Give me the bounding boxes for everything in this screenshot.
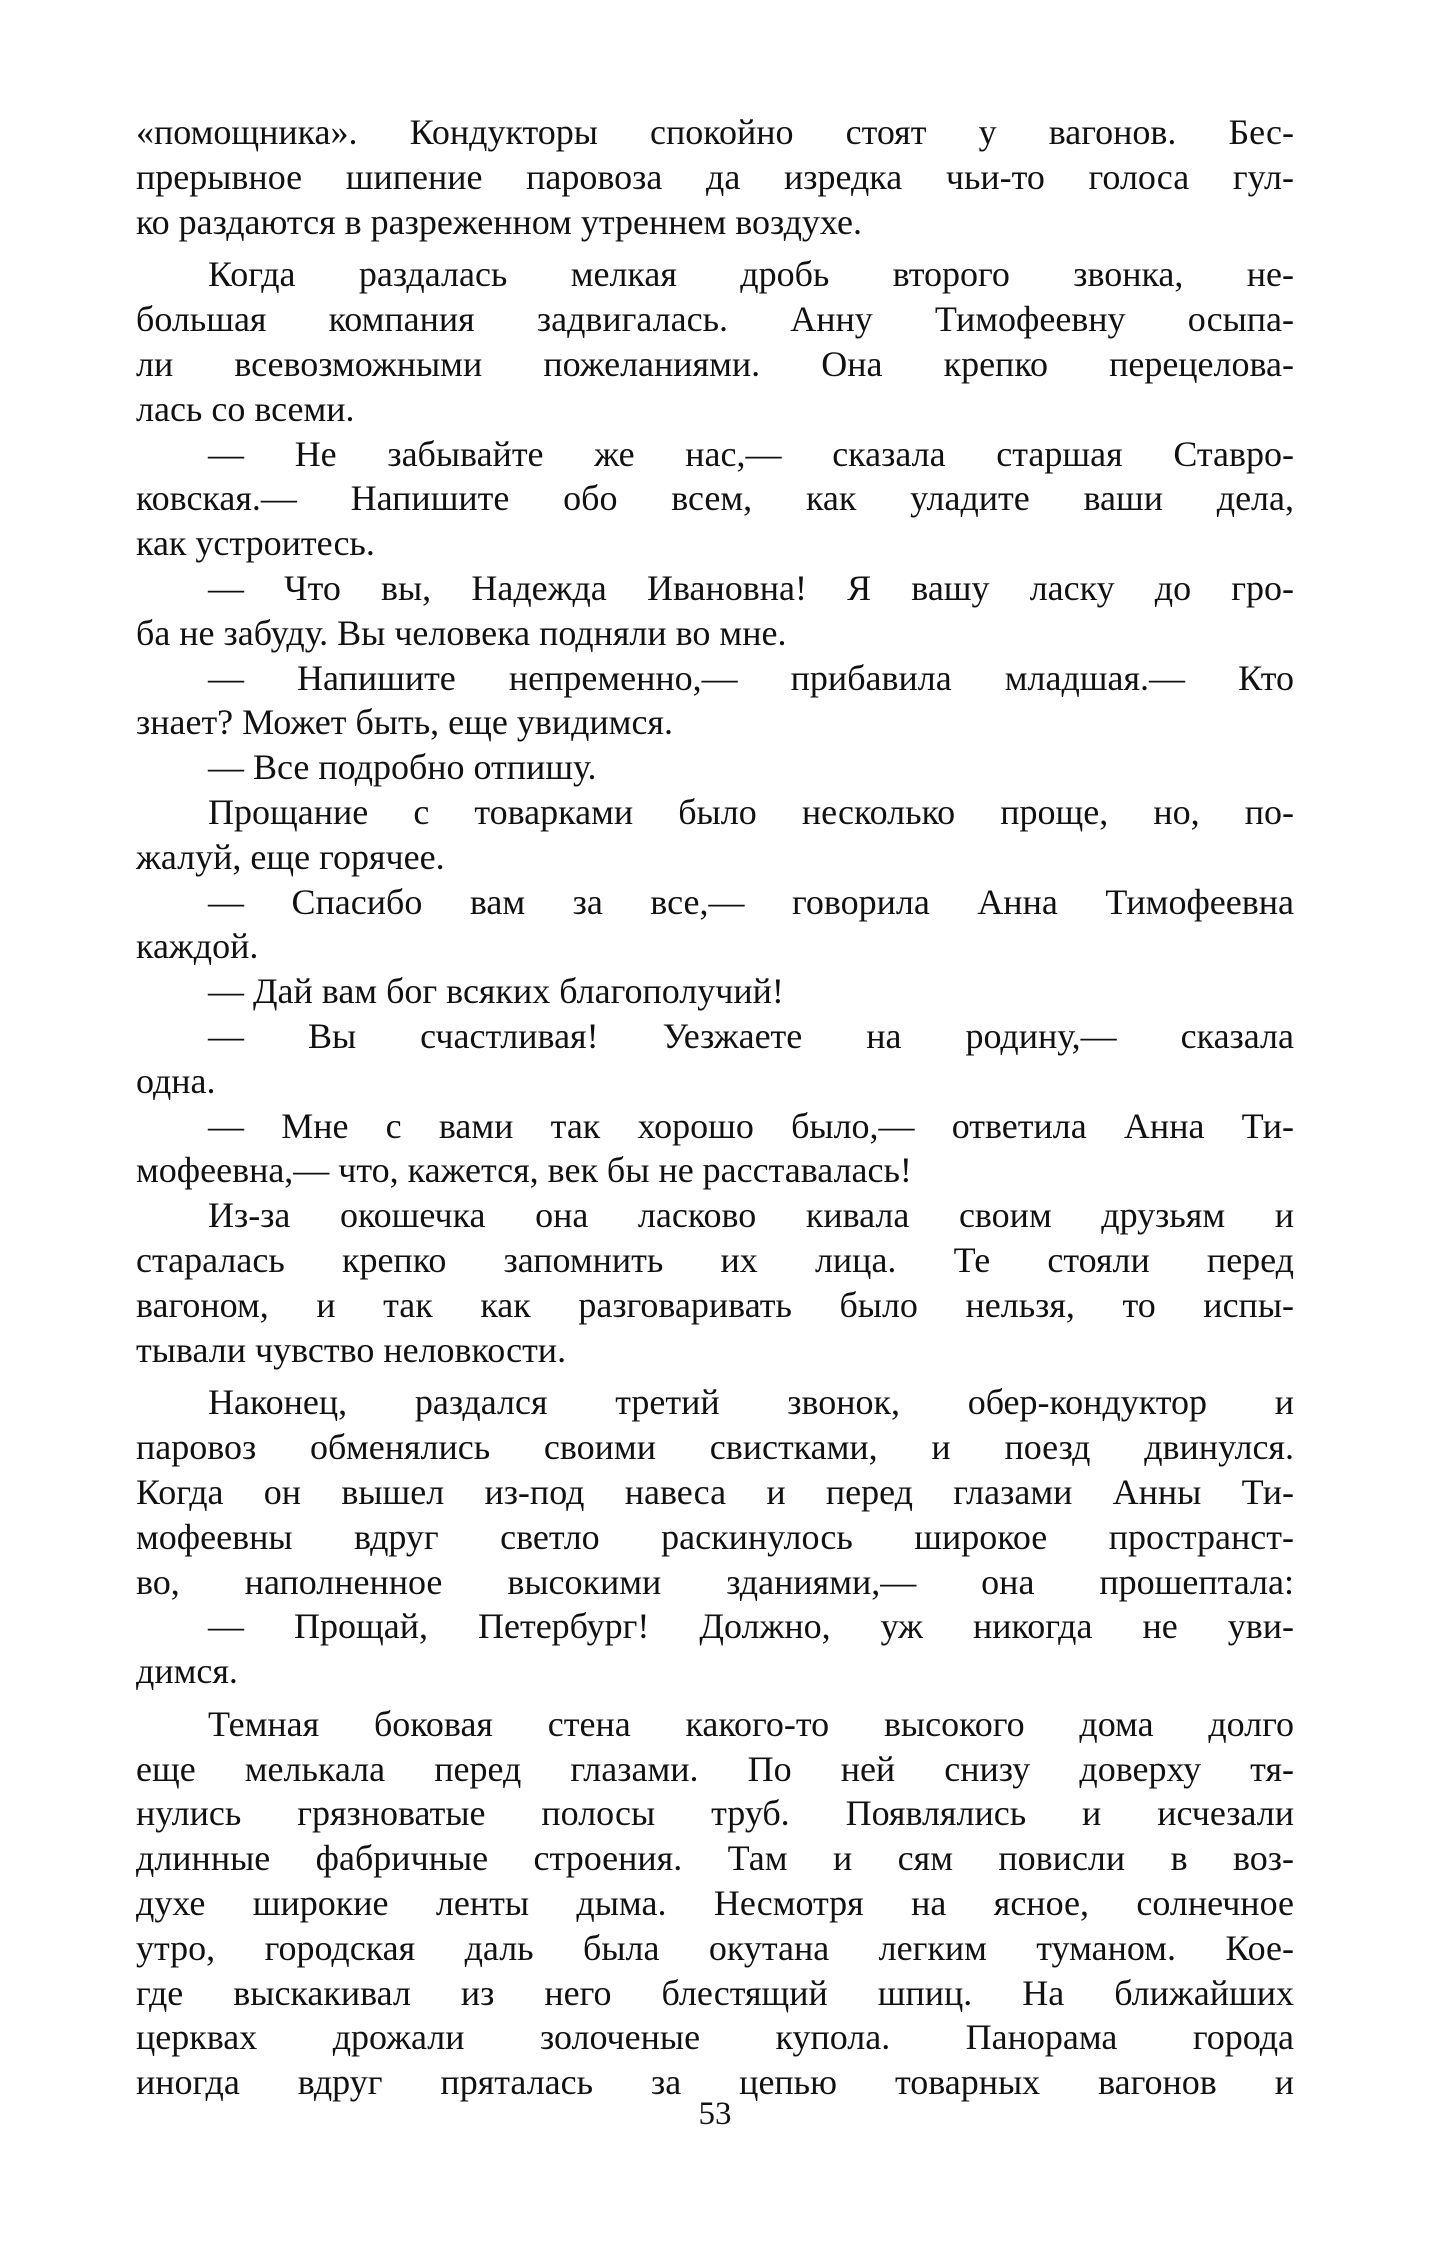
text-line: мофеевна,— что, кажется, век бы не расставалась! <box>136 1150 912 1191</box>
text-line: старалась крепко запомнить их лица. Те стояли перед <box>136 1239 1294 1280</box>
text-line: жалуй, еще горячее. <box>136 836 445 877</box>
text-line: димся. <box>136 1651 238 1692</box>
text-line: нулись грязноватые полосы труб. Появлялись и исчезали <box>136 1793 1294 1834</box>
text-line: большая компания задвигалась. Анну Тимофеевну осыпа- <box>136 299 1294 340</box>
text-line: паровоз обменялись своими свистками, и поезд двинулся. <box>136 1427 1294 1468</box>
text-line: духе широкие ленты дыма. Несмотря на ясное, солнечное <box>136 1883 1294 1924</box>
text-line: мофеевны вдруг светло раскинулось широкое пространст- <box>136 1516 1294 1557</box>
text-line: «помощника». Кондукторы спокойно стоят у вагонов. Бес- <box>136 112 1294 152</box>
text-line: еще мелькала перед глазами. По ней снизу доверху тя- <box>136 1748 1294 1789</box>
text-line: Наконец, раздался третий звонок, обер-кондуктор и <box>208 1382 1294 1423</box>
text-line: — Что вы, Надежда Ивановна! Я вашу ласку до гро- <box>208 567 1294 608</box>
text-line: — Мне с вами так хорошо было,— ответила Анна Ти- <box>208 1105 1294 1146</box>
text-line: Из-за окошечка она ласково кивала своим друзьям и <box>208 1195 1294 1236</box>
text-line: где выскакивал из него блестящий шпиц. На ближайших <box>136 1972 1294 2013</box>
text-line: Темная боковая стена какого-то высокого дома долго <box>208 1703 1294 1744</box>
text-line: ба не забуду. Вы человека подняли во мне. <box>136 612 787 653</box>
text-line: Прощание с товарками было несколько проще, но, по- <box>208 791 1294 832</box>
text-line: — Напишите непременно,— прибавила младшая.— Кто <box>208 657 1294 698</box>
text-line: — Дай вам бог всяких благополучий! <box>208 971 784 1012</box>
text-line: — Спасибо вам за все,— говорила Анна Тимофеевна <box>208 881 1294 922</box>
page-number: 53 <box>698 2096 732 2132</box>
text-line: ко раздаются в разреженном утреннем воздухе. <box>136 201 862 242</box>
text-line: ковская.— Напишите обо всем, как уладите ваши дела, <box>136 478 1294 519</box>
text-line: — Все подробно отпишу. <box>208 747 597 788</box>
text-line: — Не забывайте же нас,— сказала старшая Ставро- <box>208 433 1294 474</box>
text-line: — Прощай, Петербург! Должно, уж никогда не уви- <box>208 1606 1294 1647</box>
text-line: иногда вдруг пряталась за цепью товарных вагонов и <box>136 2062 1294 2103</box>
text-line: церквах дрожали золоченые купола. Панорама города <box>136 2017 1294 2058</box>
text-line: прерывное шипение паровоза да изредка чьи-то голоса гул- <box>136 156 1294 197</box>
text-line: одна. <box>136 1060 216 1101</box>
text-line: ли всевозможными пожеланиями. Она крепко перецелова- <box>136 343 1294 384</box>
text-line: вагоном, и так как разговаривать было нельзя, то испы- <box>136 1284 1294 1325</box>
paragraph-gap <box>136 1372 1294 1380</box>
text-line: знает? Может быть, еще увидимся. <box>136 702 673 743</box>
text-line: Когда он вышел из-под навеса и перед глазами Анны Ти- <box>136 1471 1294 1512</box>
text-line: как устроитесь. <box>136 523 375 564</box>
text-line: лась со всеми. <box>136 388 355 429</box>
text-line: длинные фабричные строения. Там и сям повисли в воз- <box>136 1838 1294 1879</box>
text-line: во, наполненное высокими зданиями,— она прошептала: <box>136 1561 1294 1602</box>
body-text <box>136 110 1294 2105</box>
text-line: тывали чувство неловкости. <box>136 1329 567 1370</box>
text-line: утро, городская даль была окутана легким туманом. Кое- <box>136 1927 1294 1968</box>
paragraph-gap <box>136 1694 1294 1702</box>
text-line: — Вы счастливая! Уезжаете на родину,— сказала <box>208 1015 1294 1056</box>
paragraph-gap <box>136 244 1294 252</box>
text-line: каждой. <box>136 926 259 967</box>
text-line: Когда раздалась мелкая дробь второго звонка, не- <box>208 254 1294 295</box>
